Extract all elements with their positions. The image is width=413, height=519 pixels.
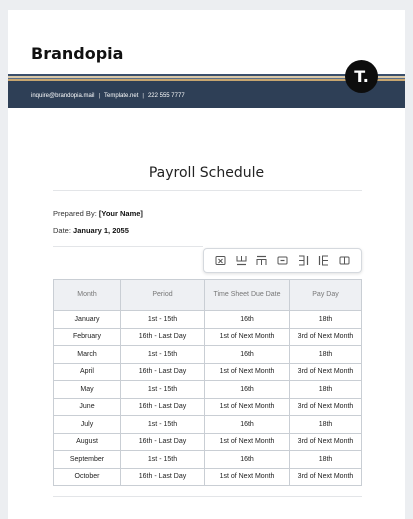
cell-period[interactable]: 16th - Last Day [121,468,205,486]
cell-timesheet-due[interactable]: 1st of Next Month [205,363,290,381]
insert-column-left-icon[interactable] [318,255,330,267]
cell-pay-day[interactable]: 18th [290,346,362,364]
prepared-by-value[interactable]: [Your Name] [98,209,143,218]
separator: | [142,92,144,99]
logo-badge [345,60,378,93]
merge-cells-icon[interactable] [276,255,288,267]
cell-pay-day[interactable]: 3rd of Next Month [290,433,362,451]
cell-pay-day[interactable]: 18th [290,381,362,399]
table-row [54,433,362,451]
contact-bar [8,83,405,108]
column-header-month[interactable]: Month [54,280,121,311]
brand-name: Brandopia [31,44,124,63]
contact-phone: 222 555 7777 [147,92,185,99]
insert-row-below-icon[interactable] [235,255,247,267]
cell-period[interactable]: 16th - Last Day [121,363,205,381]
table-row [54,328,362,346]
cell-pay-day[interactable]: 3rd of Next Month [290,468,362,486]
cell-timesheet-due[interactable]: 1st of Next Month [205,433,290,451]
cell-month[interactable]: June [54,398,121,416]
cell-timesheet-due[interactable]: 1st of Next Month [205,398,290,416]
cell-pay-day[interactable]: 18th [290,311,362,329]
table-row [54,468,362,486]
table-toolbar [203,248,362,273]
cell-pay-day[interactable]: 18th [290,416,362,434]
prepared-by [53,209,143,218]
prepared-by-label: Prepared By: [53,209,97,218]
column-header-period[interactable]: Period [121,280,205,311]
cell-month[interactable]: March [54,346,121,364]
contact-email[interactable]: inquire@brandopia.mail [31,92,95,99]
cell-timesheet-due[interactable]: 1st of Next Month [205,468,290,486]
cell-timesheet-due[interactable]: 16th [205,311,290,329]
document-page [8,10,405,519]
table-header-row [54,280,362,311]
date-value[interactable]: January 1, 2055 [73,226,129,235]
cell-period[interactable]: 16th - Last Day [121,328,205,346]
cell-timesheet-due[interactable]: 1st of Next Month [205,328,290,346]
cell-pay-day[interactable]: 3rd of Next Month [290,398,362,416]
divider [53,496,362,497]
split-cells-icon[interactable] [339,255,351,267]
cell-period[interactable]: 1st - 15th [121,451,205,469]
table-row [54,451,362,469]
cell-period[interactable]: 1st - 15th [121,381,205,399]
cell-timesheet-due[interactable]: 16th [205,416,290,434]
cell-timesheet-due[interactable]: 16th [205,451,290,469]
column-header-timesheet-due[interactable]: Time Sheet Due Date [205,280,290,311]
cell-period[interactable]: 1st - 15th [121,311,205,329]
table-row [54,346,362,364]
cell-pay-day[interactable]: 3rd of Next Month [290,363,362,381]
separator: | [98,92,101,99]
document-date [53,226,129,235]
delete-table-icon[interactable] [214,255,226,267]
column-header-pay-day[interactable]: Pay Day [290,280,362,311]
page-title: Payroll Schedule [148,165,265,181]
contact-website[interactable]: Template.net [104,92,139,99]
table-row [54,311,362,329]
payroll-schedule-table [53,279,362,486]
cell-month[interactable]: January [54,311,121,329]
table-row [54,416,362,434]
cell-period[interactable]: 1st - 15th [121,346,205,364]
cell-period[interactable]: 1st - 15th [121,416,205,434]
divider [53,190,362,191]
cell-month[interactable]: July [54,416,121,434]
divider [53,246,203,247]
cell-month[interactable]: October [54,468,121,486]
cell-timesheet-due[interactable]: 16th [205,346,290,364]
insert-column-right-icon[interactable] [297,255,309,267]
cell-month[interactable]: May [54,381,121,399]
cell-month[interactable]: September [54,451,121,469]
cell-month[interactable]: February [54,328,121,346]
table-row [54,381,362,399]
table-row [54,398,362,416]
date-label: Date: [53,226,71,235]
cell-pay-day[interactable]: 3rd of Next Month [290,328,362,346]
cell-period[interactable]: 16th - Last Day [121,398,205,416]
cell-timesheet-due[interactable]: 16th [205,381,290,399]
table-row [54,363,362,381]
cell-period[interactable]: 16th - Last Day [121,433,205,451]
cell-pay-day[interactable]: 18th [290,451,362,469]
logo-letter: T. [354,67,369,86]
cell-month[interactable]: April [54,363,121,381]
insert-row-above-icon[interactable] [256,255,268,267]
cell-month[interactable]: August [54,433,121,451]
